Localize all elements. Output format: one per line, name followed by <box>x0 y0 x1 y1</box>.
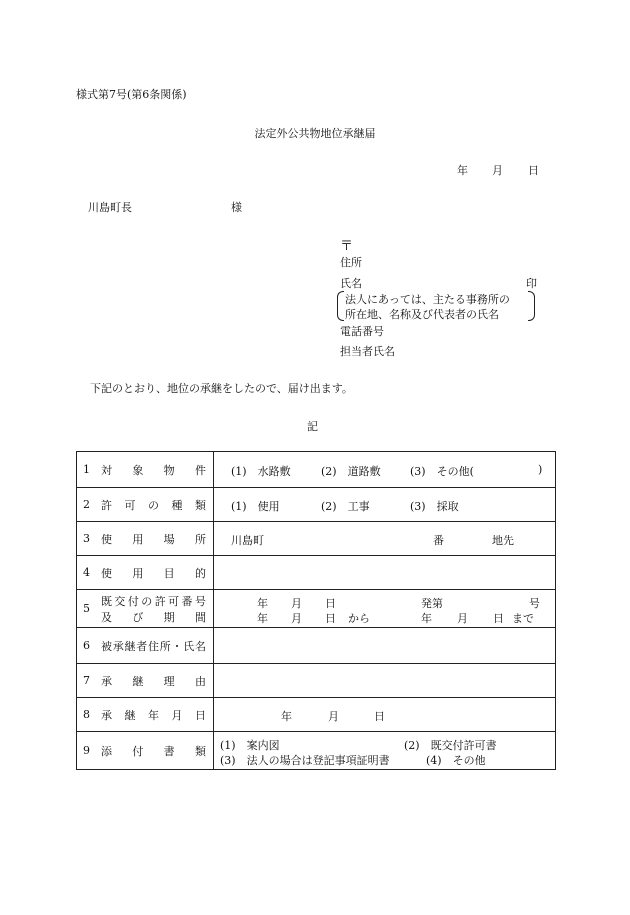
table-row <box>77 628 556 664</box>
predecessor-cell[interactable] <box>214 628 556 664</box>
table-row <box>77 590 556 628</box>
seal-mark: 印 <box>526 277 537 290</box>
row-label: 使 用 場 所 <box>101 532 206 546</box>
form-table <box>76 451 556 770</box>
form-title: 法定外公共物地位承継届 <box>254 127 376 140</box>
addressee: 川島町長 <box>88 201 132 214</box>
corporate-note-line1: 法人にあっては、主たる事務所の <box>345 293 510 306</box>
ki-heading: 記 <box>307 420 318 433</box>
date-day: 日 <box>528 164 539 177</box>
row-number: 4 <box>83 566 90 579</box>
row-number: 9 <box>83 744 90 757</box>
form-number: 様式第7号(第6条関係) <box>76 88 187 101</box>
corporate-note-line2: 所在地、名称及び代表者の氏名 <box>345 308 499 321</box>
table-row <box>77 488 556 522</box>
row-number: 3 <box>83 532 90 545</box>
row-label-sub: 及 び 期 間 <box>101 610 206 624</box>
phone-label: 電話番号 <box>340 325 384 338</box>
use-purpose-cell[interactable] <box>214 556 556 590</box>
row-label: 許 可 の 種 類 <box>101 498 206 512</box>
date-month: 月 <box>492 164 503 177</box>
row-label: 承 継 理 由 <box>101 674 206 688</box>
row-label: 承 継 年 月 日 <box>101 708 206 722</box>
row-label: 既 交 付 の 許 可 番 号 <box>101 594 206 608</box>
name-label: 氏名 <box>340 277 362 290</box>
existing-permit-cell[interactable]: 年 月 日 発第 号 年 月 日 から 年 月 日 まで <box>214 590 556 628</box>
row-number: 2 <box>83 498 90 511</box>
date-year: 年 <box>457 164 468 177</box>
succession-date-cell[interactable]: 年 月 日 <box>214 698 556 732</box>
row-number: 6 <box>83 639 90 652</box>
row-label: 被 承 継 者 住 所 ・ 氏 名 <box>101 639 206 653</box>
row-label: 添 付 書 類 <box>101 744 206 758</box>
attachments-cell[interactable]: (1) 案内図 (2) 既交付許可書 (3) 法人の場合は登記事項証明書 (4) その他 <box>214 732 556 770</box>
row-number: 1 <box>83 463 90 476</box>
row-label: 対 象 物 件 <box>101 463 206 477</box>
contact-label: 担当者氏名 <box>340 345 395 358</box>
row-number: 8 <box>83 708 90 721</box>
postal-mark: 〒 <box>340 239 354 254</box>
table-row <box>77 522 556 556</box>
use-location-cell[interactable]: 川島町 番 地先 <box>214 522 556 556</box>
table-row <box>77 452 556 488</box>
table-row <box>77 556 556 590</box>
succession-reason-cell[interactable] <box>214 664 556 698</box>
table-row <box>77 698 556 732</box>
address-label: 住所 <box>340 256 362 269</box>
body-text: 下記のとおり、地位の承継をしたので、届け出ます。 <box>90 382 353 395</box>
table-row <box>77 732 556 770</box>
row-number: 5 <box>83 602 90 615</box>
row-number: 7 <box>83 674 90 687</box>
honorific: 様 <box>231 201 242 214</box>
table-row <box>77 664 556 698</box>
bracket-right <box>528 291 535 321</box>
permit-type-cell[interactable]: (1) 使用 (2) 工事 (3) 採取 <box>214 488 556 522</box>
row-label: 使 用 目 的 <box>101 566 206 580</box>
target-object-cell[interactable]: (1) 水路敷 (2) 道路敷 (3) その他( ) <box>214 452 556 488</box>
bracket-left <box>337 291 344 321</box>
